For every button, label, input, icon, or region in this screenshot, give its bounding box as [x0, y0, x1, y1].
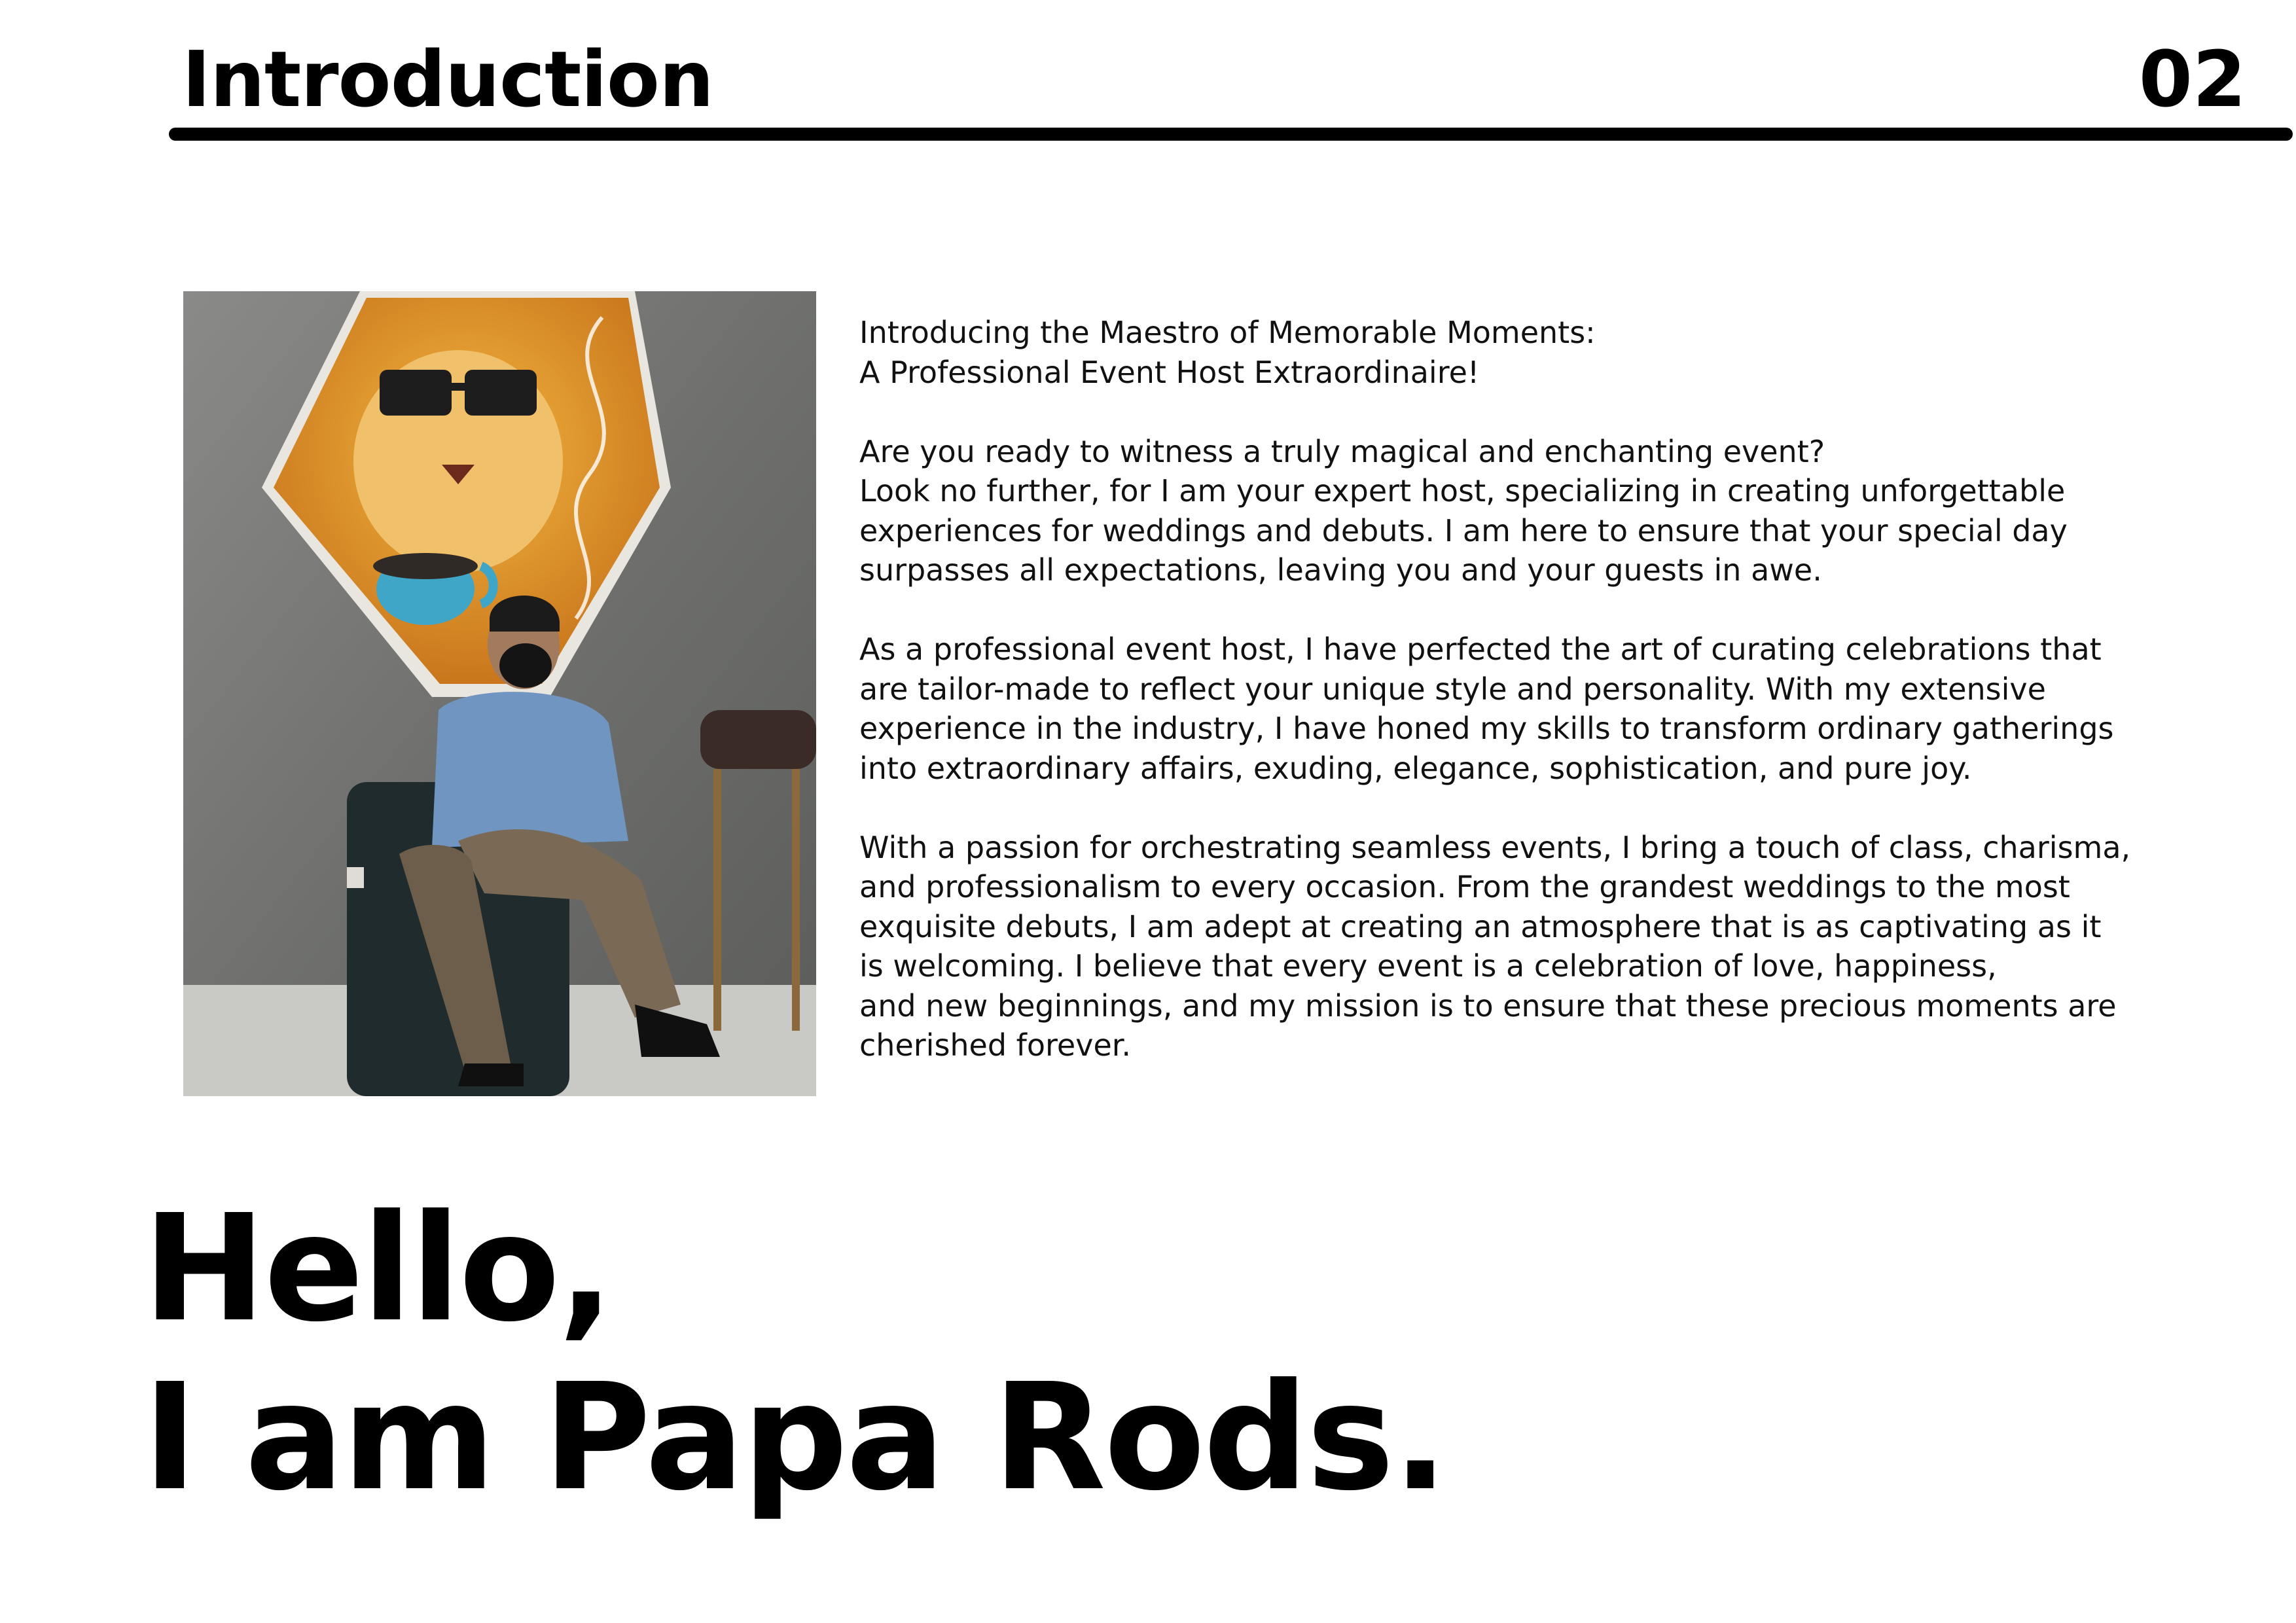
intro-paragraph	[859, 313, 2247, 392]
text-line: into extraordinary affairs, exuding, elegance, sophistication, and pure joy.	[859, 750, 1972, 786]
hero-line-name: I am Papa Rods.	[143, 1352, 1446, 1524]
intro-paragraph	[859, 828, 2247, 1065]
text-line: and new beginnings, and my mission is to ensure that these precious moments are	[859, 988, 2117, 1024]
page-number: 02	[2138, 34, 2246, 124]
intro-body	[859, 313, 2247, 1105]
text-line: A Professional Event Host Extraordinaire!	[859, 354, 1480, 390]
header-divider	[169, 128, 2293, 141]
text-line: is welcoming. I believe that every event is a celebration of love, happiness,	[859, 948, 1997, 984]
text-line: With a passion for orchestrating seamless events, I bring a touch of class, charisma,	[859, 829, 2131, 865]
text-line: As a professional event host, I have perfected the art of curating celebrations that	[859, 632, 2102, 667]
text-line: cherished forever.	[859, 1027, 1132, 1063]
text-line: Introducing the Maestro of Memorable Moments:	[859, 315, 1596, 350]
section-title: Introduction	[182, 34, 713, 124]
profile-photo	[183, 291, 816, 1096]
text-line: surpasses all expectations, leaving you and your guests in awe.	[859, 552, 1822, 588]
text-line: exquisite debuts, I am adept at creating an atmosphere that is as captivating as it	[859, 908, 2102, 944]
text-line: Look no further, for I am your expert host, specializing in creating unforgettable	[859, 473, 2066, 508]
intro-paragraph	[859, 630, 2247, 788]
intro-paragraph	[859, 432, 2247, 590]
text-line: experience in the industry, I have honed my skills to transform ordinary gatherings	[859, 711, 2114, 746]
text-line: experiences for weddings and debuts. I am here to ensure that your special day	[859, 512, 2068, 548]
text-line: are tailor-made to reflect your unique style and personality. With my extensive	[859, 671, 2046, 707]
text-line: Are you ready to witness a truly magical and enchanting event?	[859, 433, 1825, 469]
hero-line-hello: Hello,	[143, 1183, 613, 1355]
hero-greeting	[143, 1185, 1446, 1522]
text-line: and professionalism to every occasion. From the grandest weddings to the most	[859, 869, 2070, 904]
